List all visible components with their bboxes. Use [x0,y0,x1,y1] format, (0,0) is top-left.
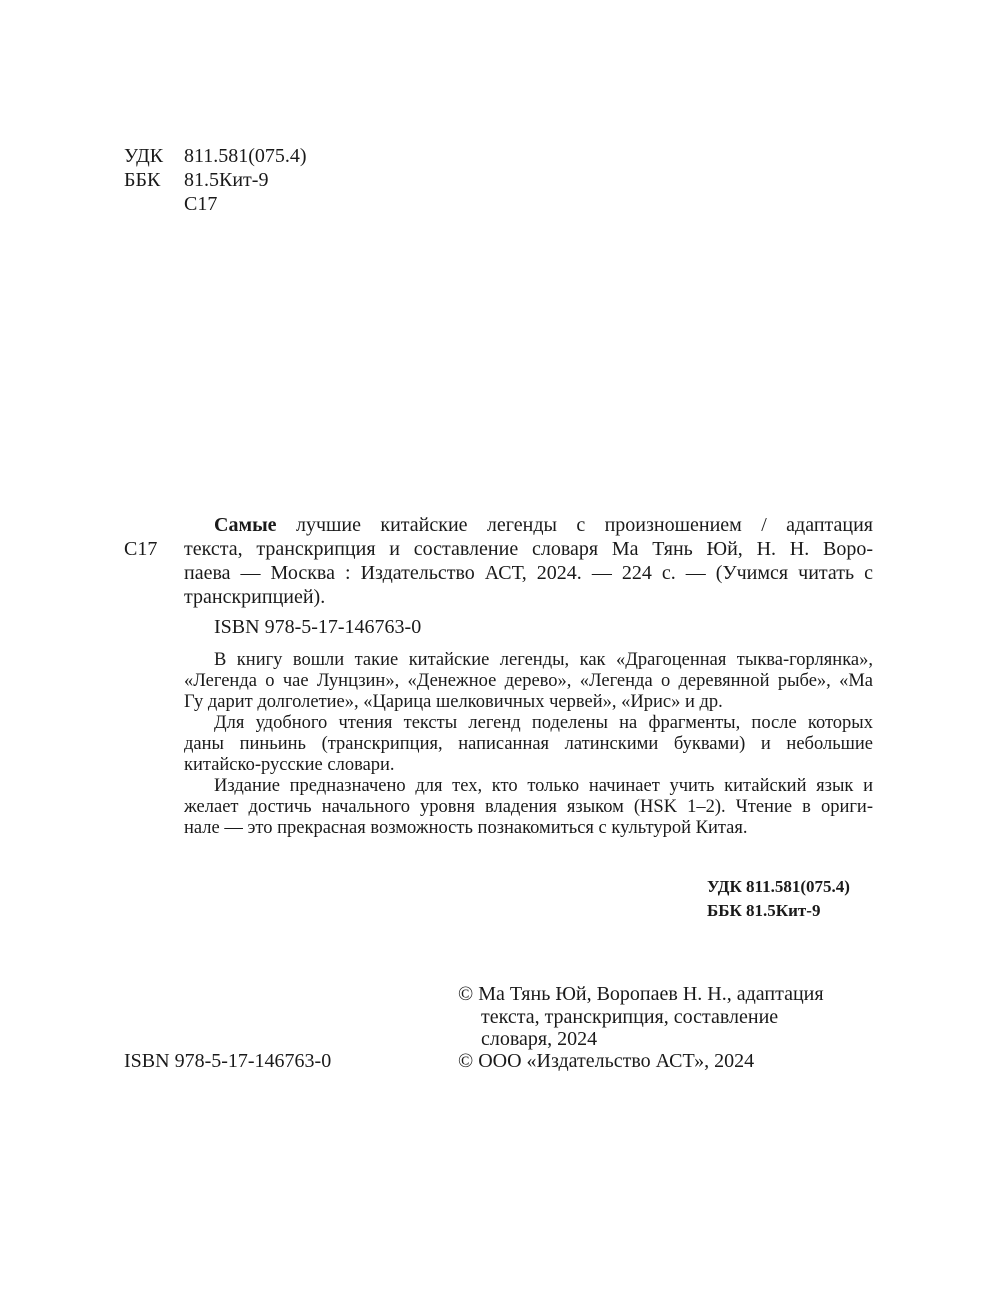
copyright-line-1: © Ма Тянь Юй, Воропаев Н. Н., адаптация [458,983,824,1005]
entry-line-2: текста, транскрипция и составление словаря Ма Тянь Юй, Н. Н. Воро- [184,538,873,560]
annotation-p2-line-1: Для удобного чтения тексты легенд поделены на фрагменты, после которых [214,713,873,733]
bottom-udk: УДК 811.581(075.4) [707,877,850,896]
entry-line-1-rest: лучшие китайские легенды с произношением / адаптация [295,514,874,536]
annotation-p1-line-1: В книгу вошли такие китайские легенды, как «Драгоценная тыква-горлянка», [214,650,873,670]
entry-line-3: паева — Москва : Издательство АСТ, 2024. — 224 с. — (Учимся читать с [184,562,873,584]
entry-line-1 [214,513,873,538]
bbk-value: 81.5Кит-9 [184,169,269,191]
annotation-p3-line-1: Издание предназначено для тех, кто только начинает учить китайский язык и [214,776,873,796]
entry-title-bold: Самые [214,514,277,536]
footer-isbn: ISBN 978-5-17-146763-0 [124,1050,332,1072]
udk-label: УДК [124,145,164,167]
bbk-label: ББК [124,169,161,191]
copyright-line-4: © ООО «Издательство АСТ», 2024 [458,1050,755,1072]
author-mark-top: С17 [184,193,218,215]
entry-line-4: транскрипцией). [184,586,326,608]
annotation-p3-line-2: желает достичь начального уровня владения языком (HSK 1–2). Чтение в ориги- [184,797,873,817]
udk-value: 811.581(075.4) [184,145,307,167]
bottom-bbk: ББК 81.5Кит-9 [707,901,821,920]
copyright-line-2: текста, транскрипция, составление [481,1006,779,1028]
annotation-p3-line-3: нале — это прекрасная возможность познакомиться с культурой Китая. [184,818,748,838]
copyright-line-3: словаря, 2024 [481,1028,598,1050]
annotation-p1-line-2: «Легенда о чае Лунцзин», «Денежное дерево», «Легенда о деревянной рыбе», «Ма [184,671,873,691]
author-mark-side: С17 [124,538,158,560]
annotation-p1-line-3: Гу дарит долголетие», «Царица шелковичных червей», «Ирис» и др. [184,692,723,712]
entry-isbn: ISBN 978-5-17-146763-0 [214,616,422,638]
annotation-p2-line-2: даны пиньинь (транскрипция, написанная латинскими буквами) и небольшие [184,734,873,754]
annotation-p2-line-3: китайско-русские словари. [184,755,395,775]
